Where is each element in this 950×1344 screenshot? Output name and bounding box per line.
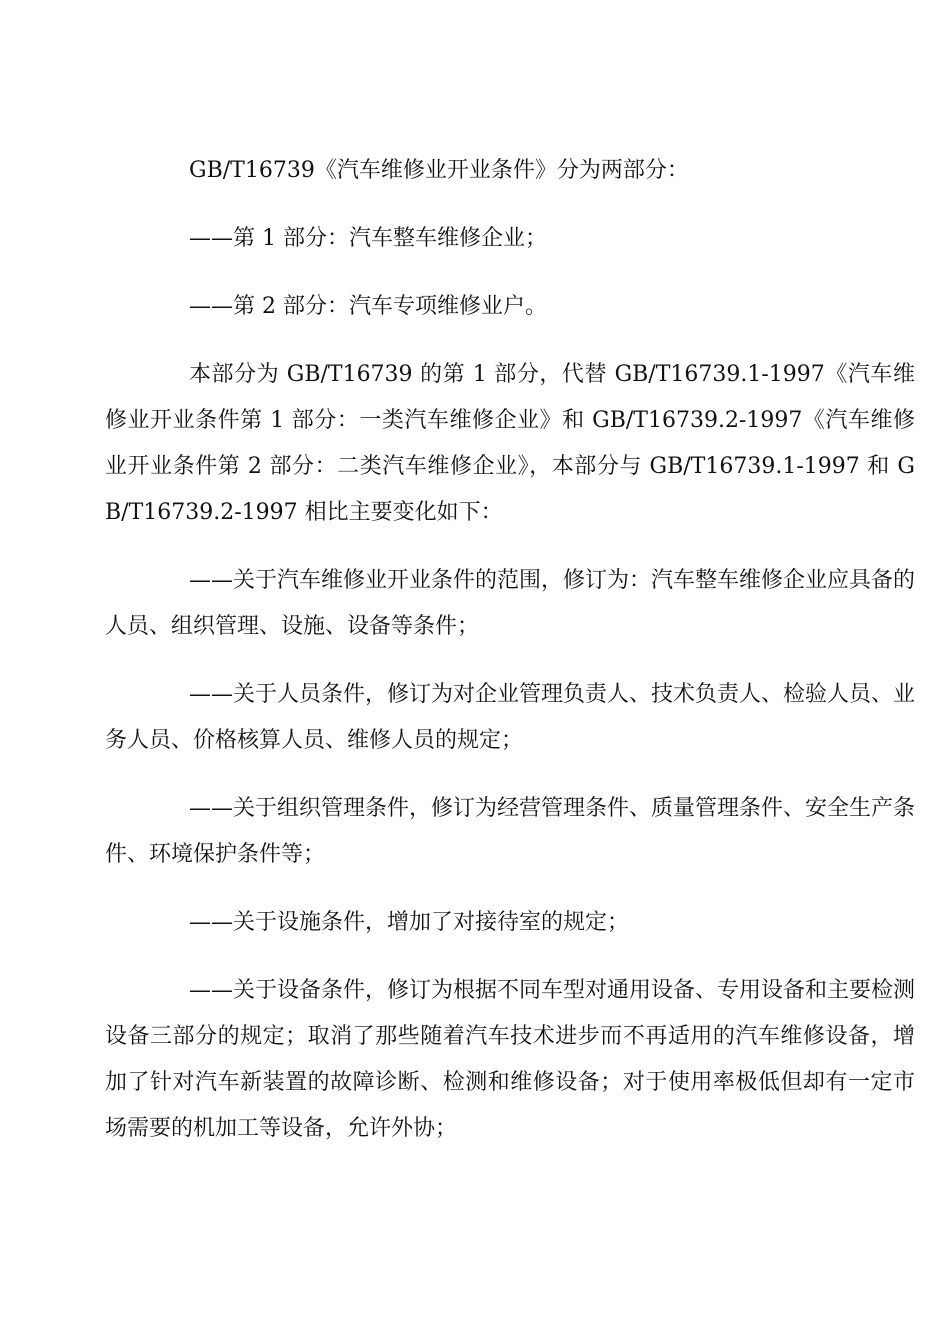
change-facilities-item: ——关于设施条件，增加了对接待室的规定； [189, 910, 630, 935]
part-1-item: ——第 1 部分：汽车整车维修企业； [189, 226, 547, 251]
intro-paragraph: GB/T16739《汽车维修业开业条件》分为两部分： [189, 158, 689, 183]
change-equipment-item: ——关于设备条件，修订为根据不同车型对通用设备、专用设备和主要检测设备三部分的规定；取消了那些随着汽车技术进步而不再适用的汽车维修设备，增加了针对汽车新装置的故障诊断、检测和维修设备；对于使用率极低但却有一定市场需要的机加工等设备，允许外协； [105, 978, 916, 1141]
document-body [105, 148, 915, 1174]
change-personnel-item: ——关于人员条件，修订为对企业管理负责人、技术负责人、检验人员、业务人员、价格核算人员、维修人员的规定； [105, 682, 916, 753]
change-management-item: ——关于组织管理条件，修订为经营管理条件、质量管理条件、安全生产条件、环境保护条件等； [105, 796, 916, 867]
part-2-item: ——第 2 部分：汽车专项维修业户。 [189, 294, 547, 319]
change-scope-item: ——关于汽车维修业开业条件的范围，修订为：汽车整车维修企业应具备的人员、组织管理、设施、设备等条件； [105, 568, 916, 639]
replacement-paragraph: 本部分为 GB/T16739 的第 1 部分，代替 GB/T16739.1-1997《汽车维修业开业条件第 1 部分：一类汽车维修企业》和 GB/T16739.2-1997《汽车维修业开业条件第 2 部分：二类汽车维修企业》，本部分与 GB/T16739.1-1997 和 GB/T16739.2-1997 相比主要变化如下： [105, 362, 915, 525]
